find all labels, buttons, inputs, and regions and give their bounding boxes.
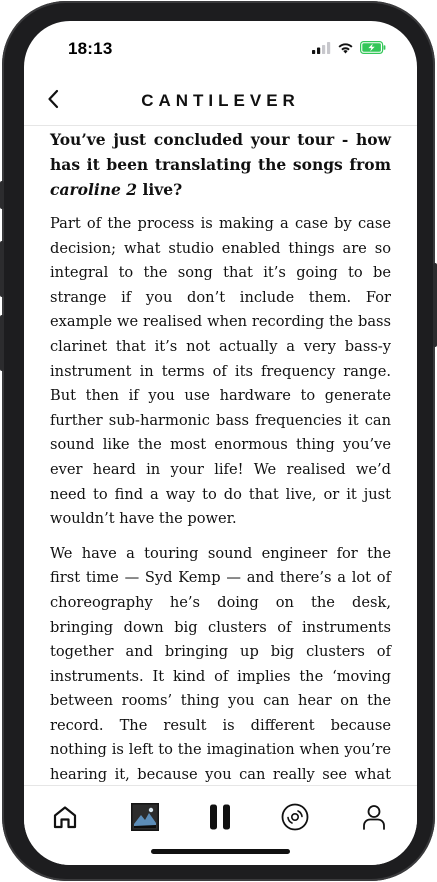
volume-up-button bbox=[0, 241, 4, 297]
battery-charging-icon bbox=[360, 41, 387, 54]
question-text-start: You’ve just concluded your tour - how has it been translating the songs from bbox=[50, 130, 391, 174]
tab-home[interactable] bbox=[48, 800, 82, 834]
home-icon bbox=[51, 803, 79, 831]
status-bar bbox=[24, 21, 417, 75]
phone-frame bbox=[2, 1, 435, 881]
volume-down-button bbox=[0, 315, 4, 371]
screen bbox=[24, 21, 417, 865]
album-art-thumbnail bbox=[131, 803, 159, 831]
tab-now-playing-artwork[interactable] bbox=[128, 800, 162, 834]
interview-question bbox=[50, 127, 391, 202]
article-body bbox=[50, 127, 391, 837]
answer-paragraph: Part of the process is making a case by case decision; what studio enabled things are so integral to the song that it’s going to be strange if you don’t include them. For example we realised when recording the bass clarinet that it’s not actually a very bass-y instrument in terms of its frequency range. But then if you use hardware to generate further sub-harmonic bass frequencies it can sound like the most enormous thing you’ve ever heard in your life! We realised we’d need to find a way to do that live, or it just wouldn’t have the power. bbox=[50, 215, 391, 528]
vinyl-icon bbox=[280, 802, 310, 832]
mute-switch bbox=[0, 181, 4, 209]
status-icons bbox=[312, 41, 387, 54]
cellular-signal-icon bbox=[312, 42, 331, 54]
page-title: CANTILEVER bbox=[141, 91, 300, 110]
tab-profile[interactable] bbox=[357, 800, 391, 834]
wifi-icon bbox=[337, 42, 354, 54]
tab-pause[interactable] bbox=[203, 800, 237, 834]
answer-paragraph: We have a touring sound engineer for the first time — Syd Kemp — and there’s a lot of choreography he’s doing on the desk, bringing down big clusters of instruments together and bringing up big clusters of instruments. It kind of implies the ‘moving between rooms’ thing you can hear on the record. The result is different because nothing is left to the imagination when you’re hearing it, because you can really see what bbox=[50, 544, 391, 784]
home-indicator[interactable] bbox=[151, 849, 290, 854]
question-text-end: live? bbox=[137, 180, 183, 199]
pause-icon bbox=[208, 803, 232, 831]
power-button bbox=[433, 263, 437, 347]
album-title: caroline 2 bbox=[50, 180, 138, 199]
tab-records[interactable] bbox=[278, 800, 312, 834]
profile-icon bbox=[361, 803, 387, 831]
status-time: 18:13 bbox=[68, 39, 113, 58]
nav-header bbox=[24, 73, 417, 126]
tab-bar bbox=[24, 785, 417, 865]
